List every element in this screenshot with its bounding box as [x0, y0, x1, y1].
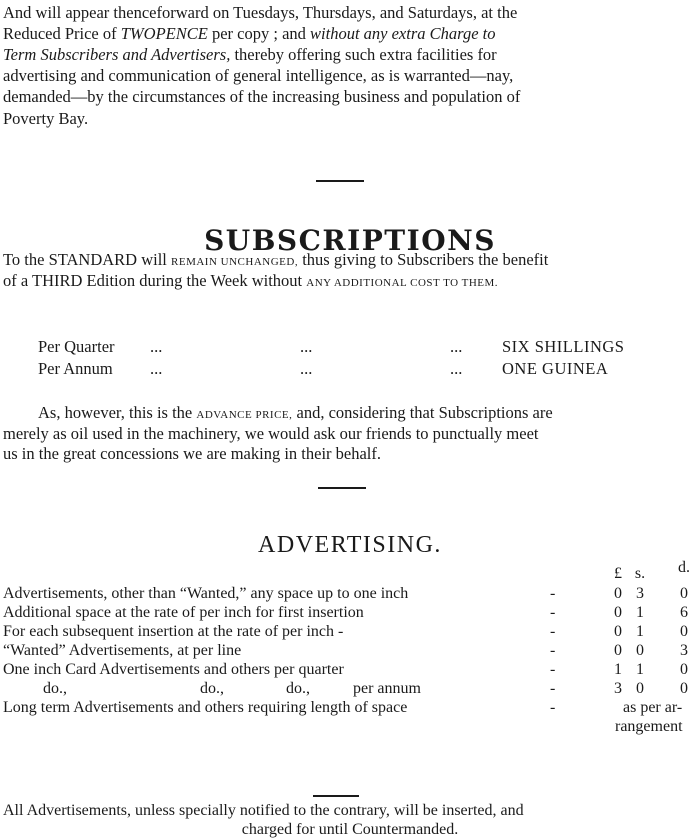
ditto-mark: do.,	[43, 680, 67, 697]
subscription-rate-row	[0, 358, 700, 379]
ad-rate-row	[3, 604, 693, 624]
ad-rate-row-long-term	[3, 699, 693, 719]
ad-rate-row	[3, 680, 693, 700]
ad-rate-dash: -	[550, 604, 556, 621]
ad-rate-shillings: 3	[636, 585, 644, 602]
ad-rate-dash: -	[550, 680, 556, 697]
rate-price: ONE GUINEA	[502, 359, 609, 378]
intro-line-6: Poverty Bay.	[3, 109, 89, 128]
ad-rate-description: For each subsequent insertion at the rate of per inch -	[3, 623, 344, 640]
ad-rate-pence: 0	[680, 623, 688, 640]
ad-rate-pence: 6	[680, 604, 688, 621]
ad-rate-pence: 0	[680, 585, 688, 602]
subscriptions-small-caps: ANY ADDITIONAL COST TO THEM.	[306, 277, 499, 289]
leader-dots: ...	[450, 337, 463, 356]
intro-line-5: demanded—by the circumstances of the increasing business and population of	[3, 87, 521, 106]
ad-rate-period: per annum	[353, 680, 421, 697]
ad-rate-description: Advertisements, other than “Wanted,” any space up to one inch	[3, 585, 409, 602]
rate-label: Per Annum	[38, 359, 113, 378]
ad-rate-terms: as per ar-	[623, 699, 683, 716]
ad-rate-pounds: 0	[614, 585, 622, 602]
currency-header-row	[3, 559, 693, 585]
ad-rate-shillings: 1	[636, 661, 644, 678]
subscriptions-text: thus giving to Subscribers the benefit	[298, 250, 549, 269]
ad-rate-pounds: 0	[614, 642, 622, 659]
shillings-header: s.	[634, 565, 646, 582]
ad-rate-pence: 0	[680, 680, 688, 697]
ad-rate-shillings: 1	[636, 604, 644, 621]
ditto-mark: do.,	[286, 680, 310, 697]
divider-rule	[316, 180, 364, 182]
ad-rate-dash: -	[550, 585, 556, 602]
ad-rate-row	[3, 661, 693, 681]
divider-rule	[313, 795, 359, 797]
subscriptions-text: of a THIRD Edition during the Week without	[3, 271, 307, 290]
ad-rate-dash: -	[550, 661, 556, 678]
pence-header: d.	[678, 559, 690, 576]
ad-rate-pounds: 3	[614, 680, 622, 697]
rate-label: Per Quarter	[38, 337, 115, 356]
ad-rate-description: Additional space at the rate of per inch for first insertion	[3, 604, 364, 621]
leader-dots: ...	[150, 359, 163, 378]
ad-rate-pounds: 0	[614, 623, 622, 640]
ad-rate-dash: -	[550, 642, 556, 659]
intro-emphasis: without any extra Charge to	[310, 24, 496, 43]
ad-rate-dash: -	[550, 699, 556, 716]
divider-rule	[318, 487, 366, 489]
ad-rate-row-continuation	[3, 718, 693, 738]
intro-text: per copy ; and	[207, 24, 311, 43]
ad-rate-pence: 0	[680, 661, 688, 678]
intro-line-3	[3, 44, 695, 65]
subscriptions-note-line-2: merely as oil used in the machinery, we would ask our friends to punctually meet	[3, 424, 539, 443]
leader-dots: ...	[300, 359, 313, 378]
ad-rate-row	[3, 623, 693, 643]
subscriptions-text: As, however, this is the	[38, 403, 197, 422]
ad-rate-shillings: 0	[636, 680, 644, 697]
ad-rate-description: Long term Advertisements and others requiring length of space	[3, 699, 408, 716]
subscriptions-small-caps: ADVANCE PRICE,	[196, 409, 293, 421]
leader-dots: ...	[450, 359, 463, 378]
ad-rate-dash: -	[550, 623, 556, 640]
subscriptions-small-caps: REMAIN UNCHANGED,	[171, 256, 299, 268]
intro-text: Reduced Price of	[3, 24, 121, 43]
rate-price: SIX SHILLINGS	[502, 337, 625, 356]
ad-rate-terms: rangement	[615, 718, 683, 735]
subscriptions-text: and, considering that Subscriptions are	[292, 403, 553, 422]
ad-rate-row	[3, 585, 693, 605]
intro-price-emphasis: TWOPENCE	[120, 24, 208, 43]
ad-rate-pence: 3	[680, 642, 688, 659]
ad-rate-description: “Wanted” Advertisements, at per line	[3, 642, 242, 659]
pounds-header: £	[614, 565, 622, 582]
ad-rate-pounds: 0	[614, 604, 622, 621]
subscriptions-text: To the STANDARD will	[3, 250, 172, 269]
subscriptions-heading: SUBSCRIPTIONS	[204, 224, 496, 257]
ad-rate-shillings: 0	[636, 642, 644, 659]
subscriptions-paragraph-line-2	[3, 270, 695, 294]
ad-rate-row	[3, 642, 693, 662]
intro-line-1: And will appear thenceforward on Tuesdays, Thursdays, and Saturdays, at the	[3, 3, 518, 22]
intro-text: thereby offering such extra facilities for	[230, 45, 497, 64]
leader-dots: ...	[150, 337, 163, 356]
leader-dots: ...	[300, 337, 313, 356]
footer-notice-line-2: charged for until Countermanded.	[241, 821, 459, 838]
advertising-heading: ADVERTISING.	[258, 532, 442, 558]
footer-notice-line-1: All Advertisements, unless specially notified to the contrary, will be inserted, and	[3, 802, 524, 819]
subscriptions-note-line-3: us in the great concessions we are making in their behalf.	[3, 444, 382, 463]
ad-rate-description: One inch Card Advertisements and others per quarter	[3, 661, 344, 678]
ad-rate-shillings: 1	[636, 623, 644, 640]
ad-rate-pounds: 1	[614, 661, 622, 678]
ditto-mark: do.,	[200, 680, 224, 697]
intro-line-2	[3, 23, 695, 44]
intro-line-4: advertising and communication of general intelligence, as is warranted—nay,	[3, 66, 514, 85]
subscription-rate-row	[0, 336, 700, 357]
intro-emphasis: Term Subscribers and Advertisers,	[3, 45, 231, 64]
